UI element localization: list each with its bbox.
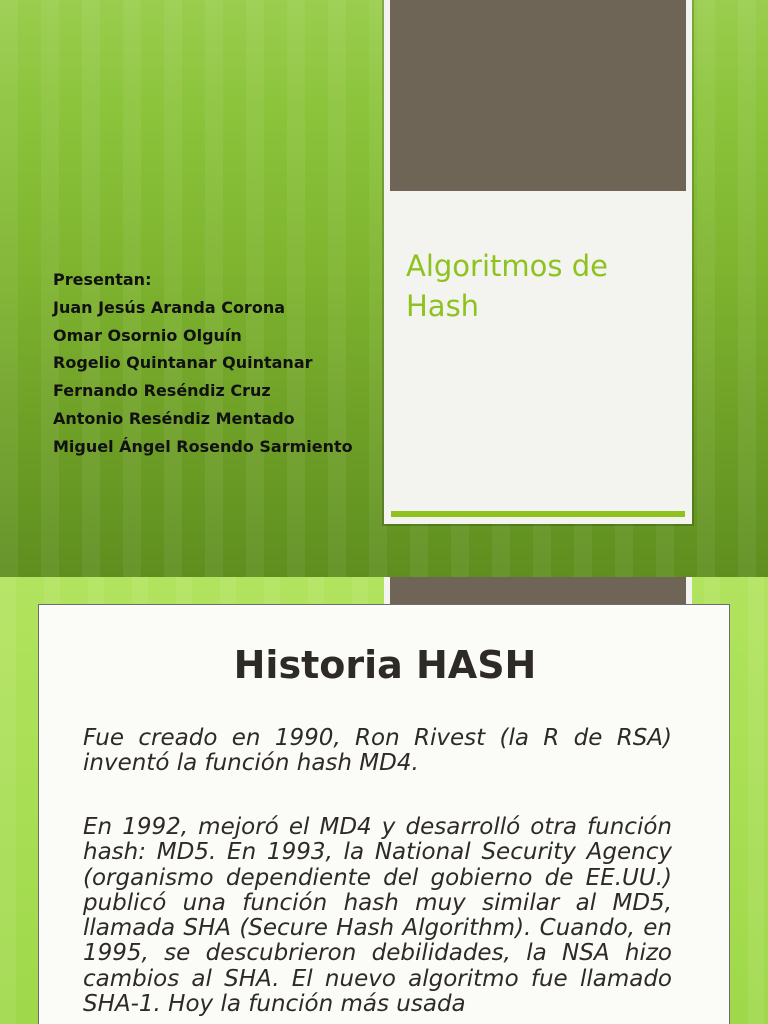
history-heading: Historia HASH <box>233 643 537 687</box>
author-item: Antonio Reséndiz Mentado <box>53 408 295 428</box>
author-item: Rogelio Quintanar Quintanar <box>53 353 313 373</box>
author-item: Fernando Reséndiz Cruz <box>53 381 271 401</box>
author-item: Miguel Ángel Rosendo Sarmiento <box>53 436 353 456</box>
accent-line <box>391 511 685 517</box>
authors-label: Presentan: <box>53 270 152 289</box>
title-panel-dark-block <box>390 0 686 191</box>
history-paragraph-1: Fue creado en 1990, Ron Rivest (la R de RSA) inventó la función hash MD4. <box>83 725 672 777</box>
slide-title: Algoritmos de Hash <box>406 249 608 323</box>
history-slide <box>0 577 768 1024</box>
authors-list <box>53 266 353 461</box>
author-item: Omar Osornio Olguín <box>53 325 242 345</box>
history-content-box <box>38 604 730 1024</box>
author-item: Juan Jesús Aranda Corona <box>53 297 285 317</box>
history-paragraph-2: En 1992, mejoró el MD4 y desarrolló otra función hash: MD5. En 1993, la National Security Agency (organismo dependiente del gobierno de EE.UU.) publicó una función hash muy similar al MD5, llamada SHA (Secure Hash Algorithm). Cuando, en 1995, se descubrieron debilidades, la NSA hizo cambios al SHA. El nuevo algoritmo fue llamado SHA-1. Hoy la función más usada <box>83 814 672 1018</box>
